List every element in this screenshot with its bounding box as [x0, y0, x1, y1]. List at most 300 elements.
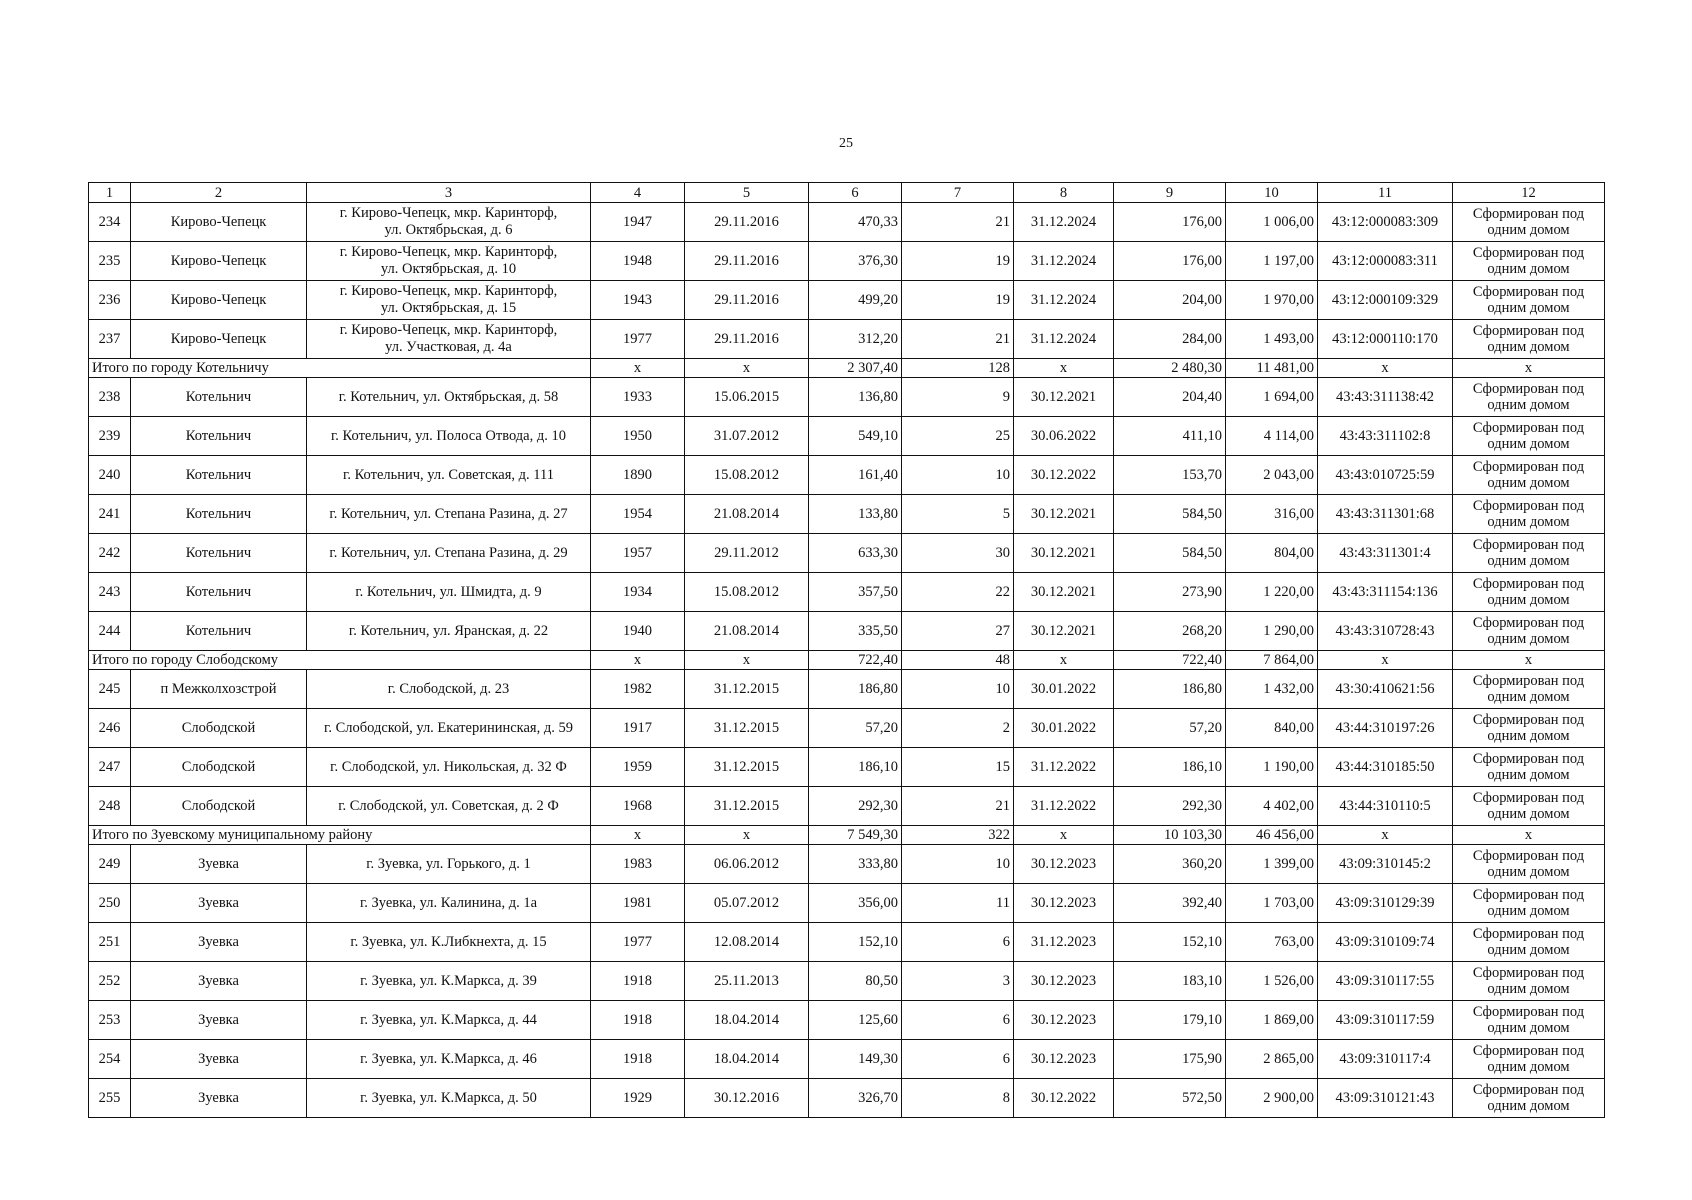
status-line: Сформирован под	[1472, 1004, 1585, 1020]
area2-cell: 2 480,30	[1114, 359, 1226, 378]
status-line: Сформирован под	[1472, 381, 1585, 397]
locality-cell: Котельнич	[131, 378, 307, 417]
deadline-cell: 30.12.2022	[1014, 1079, 1114, 1118]
area2-cell: 57,20	[1114, 709, 1226, 748]
status-line: одним домом	[1487, 903, 1570, 919]
persons-cell: 19	[902, 242, 1014, 281]
status-cell	[1453, 612, 1605, 651]
address-line: г. Котельнич, ул. Яранская, д. 22	[348, 623, 549, 639]
table-row	[89, 884, 1605, 923]
housing-registry-table	[88, 182, 1605, 1118]
area-cell: 333,80	[809, 845, 902, 884]
table-row	[89, 456, 1605, 495]
status-cell	[1453, 242, 1605, 281]
area2-cell: 722,40	[1114, 651, 1226, 670]
year-cell: 1947	[591, 203, 685, 242]
area2-cell: 273,90	[1114, 573, 1226, 612]
status-cell	[1453, 787, 1605, 826]
address-cell	[307, 670, 591, 709]
table-row	[89, 281, 1605, 320]
locality-cell: Зуевка	[131, 1040, 307, 1079]
table-row	[89, 612, 1605, 651]
table-body	[89, 203, 1605, 1118]
address-cell	[307, 495, 591, 534]
land-area-cell: 4 402,00	[1226, 787, 1318, 826]
row-number-cell: 254	[89, 1040, 131, 1079]
land-area-cell: 1 970,00	[1226, 281, 1318, 320]
deadline-cell: x	[1014, 651, 1114, 670]
land-area-cell: 804,00	[1226, 534, 1318, 573]
area2-cell: 584,50	[1114, 495, 1226, 534]
deadline-cell: 30.12.2023	[1014, 1001, 1114, 1040]
date-cell: 31.12.2015	[685, 787, 809, 826]
status-line: одним домом	[1487, 592, 1570, 608]
address-cell	[307, 281, 591, 320]
area-cell: 133,80	[809, 495, 902, 534]
area2-cell: 204,00	[1114, 281, 1226, 320]
persons-cell: 6	[902, 923, 1014, 962]
date-cell: 12.08.2014	[685, 923, 809, 962]
area2-cell: 152,10	[1114, 923, 1226, 962]
cadastre-cell: 43:12:000109:329	[1318, 281, 1453, 320]
persons-cell: 10	[902, 670, 1014, 709]
area2-cell: 179,10	[1114, 1001, 1226, 1040]
date-cell: 29.11.2016	[685, 320, 809, 359]
date-cell: 05.07.2012	[685, 884, 809, 923]
column-number-header: 6	[809, 183, 902, 203]
cadastre-cell: 43:09:310117:59	[1318, 1001, 1453, 1040]
land-area-cell: 1 197,00	[1226, 242, 1318, 281]
date-cell: 06.06.2012	[685, 845, 809, 884]
year-cell: 1954	[591, 495, 685, 534]
address-line: г. Котельнич, ул. Октябрьская, д. 58	[338, 389, 559, 405]
year-cell: x	[591, 359, 685, 378]
date-cell: 18.04.2014	[685, 1040, 809, 1079]
column-number-header: 3	[307, 183, 591, 203]
persons-cell: 15	[902, 748, 1014, 787]
address-cell	[307, 203, 591, 242]
table-row	[89, 670, 1605, 709]
row-number-cell: 237	[89, 320, 131, 359]
deadline-cell: 30.12.2021	[1014, 612, 1114, 651]
persons-cell: 48	[902, 651, 1014, 670]
land-area-cell: 2 043,00	[1226, 456, 1318, 495]
table-row	[89, 378, 1605, 417]
status-cell	[1453, 495, 1605, 534]
locality-cell: Котельнич	[131, 495, 307, 534]
status-cell	[1453, 203, 1605, 242]
area2-cell: 360,20	[1114, 845, 1226, 884]
status-cell	[1453, 1079, 1605, 1118]
status-line: одним домом	[1487, 981, 1570, 997]
area-cell: 499,20	[809, 281, 902, 320]
year-cell: 1929	[591, 1079, 685, 1118]
cadastre-cell: 43:09:310109:74	[1318, 923, 1453, 962]
cadastre-cell: 43:44:310110:5	[1318, 787, 1453, 826]
deadline-cell: 30.12.2023	[1014, 962, 1114, 1001]
year-cell: x	[591, 651, 685, 670]
area2-cell: 176,00	[1114, 203, 1226, 242]
status-cell	[1453, 320, 1605, 359]
area-cell: 722,40	[809, 651, 902, 670]
row-number-cell: 238	[89, 378, 131, 417]
area2-cell: 572,50	[1114, 1079, 1226, 1118]
area-cell: 357,50	[809, 573, 902, 612]
subtotal-row	[89, 359, 1605, 378]
land-area-cell: 1 869,00	[1226, 1001, 1318, 1040]
address-line: г. Кирово-Чепецк, мкр. Каринторф,	[339, 244, 558, 260]
address-line: г. Зуевка, ул. К.Маркса, д. 46	[360, 1051, 537, 1067]
table-row	[89, 242, 1605, 281]
column-number-header: 9	[1114, 183, 1226, 203]
land-area-cell: 1 220,00	[1226, 573, 1318, 612]
area-cell: 161,40	[809, 456, 902, 495]
area-cell: 80,50	[809, 962, 902, 1001]
land-area-cell: 316,00	[1226, 495, 1318, 534]
cadastre-cell: 43:09:310145:2	[1318, 845, 1453, 884]
persons-cell: 10	[902, 845, 1014, 884]
status-cell	[1453, 884, 1605, 923]
deadline-cell: 30.01.2022	[1014, 670, 1114, 709]
status-line: Сформирован под	[1472, 887, 1585, 903]
area-cell: 136,80	[809, 378, 902, 417]
row-number-cell: 236	[89, 281, 131, 320]
year-cell: 1918	[591, 1001, 685, 1040]
status-line: Сформирован под	[1472, 323, 1585, 339]
status-line: одним домом	[1487, 1098, 1570, 1114]
table-row	[89, 573, 1605, 612]
year-cell: 1934	[591, 573, 685, 612]
address-line: г. Слободской, ул. Советская, д. 2 Ф	[338, 798, 559, 814]
address-cell	[307, 748, 591, 787]
area-cell: 152,10	[809, 923, 902, 962]
status-cell	[1453, 962, 1605, 1001]
locality-cell: Зуевка	[131, 962, 307, 1001]
status-line: одним домом	[1487, 436, 1570, 452]
status-line: одним домом	[1487, 261, 1570, 277]
table-row	[89, 1079, 1605, 1118]
status-line: одним домом	[1487, 689, 1570, 705]
address-line: г. Зуевка, ул. К.Маркса, д. 50	[360, 1090, 537, 1106]
land-area-cell: 2 865,00	[1226, 1040, 1318, 1079]
table-row	[89, 320, 1605, 359]
status-line: Сформирован под	[1472, 498, 1585, 514]
deadline-cell: 30.01.2022	[1014, 709, 1114, 748]
cadastre-cell: 43:43:311138:42	[1318, 378, 1453, 417]
status-line: Сформирован под	[1472, 1043, 1585, 1059]
cadastre-cell: 43:09:310117:4	[1318, 1040, 1453, 1079]
status-line: Сформирован под	[1472, 712, 1585, 728]
address-cell	[307, 923, 591, 962]
status-line: одним домом	[1487, 864, 1570, 880]
deadline-cell: x	[1014, 826, 1114, 845]
land-area-cell: 763,00	[1226, 923, 1318, 962]
table-row	[89, 203, 1605, 242]
status-line: одним домом	[1487, 222, 1570, 238]
status-line: Сформирован под	[1472, 615, 1585, 631]
year-cell: 1950	[591, 417, 685, 456]
area2-cell: 10 103,30	[1114, 826, 1226, 845]
status-cell	[1453, 845, 1605, 884]
address-line: г. Зуевка, ул. К.Маркса, д. 39	[360, 973, 537, 989]
status-line: одним домом	[1487, 1020, 1570, 1036]
date-cell: x	[685, 359, 809, 378]
row-number-cell: 242	[89, 534, 131, 573]
area-cell: 292,30	[809, 787, 902, 826]
deadline-cell: 30.12.2023	[1014, 1040, 1114, 1079]
status-cell: x	[1453, 651, 1605, 670]
address-line: г. Котельнич, ул. Степана Разина, д. 29	[329, 545, 568, 561]
land-area-cell: 46 456,00	[1226, 826, 1318, 845]
deadline-cell: 30.12.2021	[1014, 534, 1114, 573]
persons-cell: 9	[902, 378, 1014, 417]
deadline-cell: 30.12.2023	[1014, 884, 1114, 923]
deadline-cell: 30.12.2021	[1014, 573, 1114, 612]
row-number-cell: 243	[89, 573, 131, 612]
status-cell	[1453, 1040, 1605, 1079]
locality-cell: Кирово-Чепецк	[131, 320, 307, 359]
address-cell	[307, 884, 591, 923]
deadline-cell: 31.12.2024	[1014, 281, 1114, 320]
persons-cell: 8	[902, 1079, 1014, 1118]
row-number-cell: 239	[89, 417, 131, 456]
persons-cell: 2	[902, 709, 1014, 748]
persons-cell: 21	[902, 787, 1014, 826]
cadastre-cell: 43:43:010725:59	[1318, 456, 1453, 495]
address-line: г. Слободской, д. 23	[387, 681, 510, 697]
column-number-header: 11	[1318, 183, 1453, 203]
status-cell	[1453, 709, 1605, 748]
status-line: одним домом	[1487, 728, 1570, 744]
status-line: Сформирован под	[1472, 284, 1585, 300]
address-line: ул. Октябрьская, д. 10	[380, 261, 517, 277]
area2-cell: 176,00	[1114, 242, 1226, 281]
cadastre-cell: 43:43:311102:8	[1318, 417, 1453, 456]
address-line: г. Зуевка, ул. Калинина, д. 1а	[359, 895, 538, 911]
address-cell	[307, 320, 591, 359]
area2-cell: 268,20	[1114, 612, 1226, 651]
cadastre-cell: 43:12:000083:311	[1318, 242, 1453, 281]
date-cell: x	[685, 826, 809, 845]
deadline-cell: 31.12.2024	[1014, 320, 1114, 359]
column-number-header: 4	[591, 183, 685, 203]
land-area-cell: 1 190,00	[1226, 748, 1318, 787]
date-cell: 21.08.2014	[685, 495, 809, 534]
row-number-cell: 252	[89, 962, 131, 1001]
date-cell: 15.08.2012	[685, 573, 809, 612]
area2-cell: 186,10	[1114, 748, 1226, 787]
status-cell	[1453, 1001, 1605, 1040]
table-row	[89, 748, 1605, 787]
address-line: г. Зуевка, ул. К.Либкнехта, д. 15	[350, 934, 547, 950]
area2-cell: 175,90	[1114, 1040, 1226, 1079]
address-cell	[307, 378, 591, 417]
area-cell: 470,33	[809, 203, 902, 242]
land-area-cell: 840,00	[1226, 709, 1318, 748]
area-cell: 186,80	[809, 670, 902, 709]
year-cell: 1917	[591, 709, 685, 748]
deadline-cell: 31.12.2022	[1014, 748, 1114, 787]
status-cell	[1453, 417, 1605, 456]
area-cell: 326,70	[809, 1079, 902, 1118]
column-number-header: 10	[1226, 183, 1318, 203]
locality-cell: Котельнич	[131, 612, 307, 651]
locality-cell: Зуевка	[131, 845, 307, 884]
status-line: одним домом	[1487, 514, 1570, 530]
date-cell: 29.11.2016	[685, 203, 809, 242]
table-row	[89, 1001, 1605, 1040]
row-number-cell: 240	[89, 456, 131, 495]
address-cell	[307, 709, 591, 748]
area2-cell: 292,30	[1114, 787, 1226, 826]
column-number-header: 12	[1453, 183, 1605, 203]
persons-cell: 5	[902, 495, 1014, 534]
persons-cell: 21	[902, 203, 1014, 242]
row-number-cell: 235	[89, 242, 131, 281]
status-line: Сформирован под	[1472, 965, 1585, 981]
status-line: одним домом	[1487, 475, 1570, 491]
area2-cell: 186,80	[1114, 670, 1226, 709]
locality-cell: Котельнич	[131, 534, 307, 573]
column-number-header: 5	[685, 183, 809, 203]
year-cell: 1918	[591, 962, 685, 1001]
address-line: г. Зуевка, ул. К.Маркса, д. 44	[360, 1012, 537, 1028]
year-cell: 1983	[591, 845, 685, 884]
year-cell: 1968	[591, 787, 685, 826]
address-cell	[307, 242, 591, 281]
land-area-cell: 1 399,00	[1226, 845, 1318, 884]
address-cell	[307, 787, 591, 826]
land-area-cell: 1 703,00	[1226, 884, 1318, 923]
year-cell: x	[591, 826, 685, 845]
area-cell: 7 549,30	[809, 826, 902, 845]
status-line: одним домом	[1487, 300, 1570, 316]
table-row	[89, 845, 1605, 884]
address-cell	[307, 456, 591, 495]
year-cell: 1943	[591, 281, 685, 320]
status-line: Сформирован под	[1472, 537, 1585, 553]
status-cell	[1453, 534, 1605, 573]
persons-cell: 3	[902, 962, 1014, 1001]
status-line: одним домом	[1487, 631, 1570, 647]
area2-cell: 411,10	[1114, 417, 1226, 456]
subtotal-row	[89, 826, 1605, 845]
cadastre-cell: 43:43:311154:136	[1318, 573, 1453, 612]
area2-cell: 183,10	[1114, 962, 1226, 1001]
date-cell: 31.12.2015	[685, 709, 809, 748]
date-cell: 31.12.2015	[685, 748, 809, 787]
address-line: г. Слободской, ул. Екатерининская, д. 59	[324, 720, 573, 736]
locality-cell: Слободской	[131, 748, 307, 787]
row-number-cell: 250	[89, 884, 131, 923]
address-cell	[307, 845, 591, 884]
area-cell: 633,30	[809, 534, 902, 573]
persons-cell: 6	[902, 1040, 1014, 1079]
persons-cell: 27	[902, 612, 1014, 651]
deadline-cell: 30.12.2022	[1014, 456, 1114, 495]
cadastre-cell: x	[1318, 359, 1453, 378]
status-cell	[1453, 670, 1605, 709]
deadline-cell: 30.12.2021	[1014, 378, 1114, 417]
cadastre-cell: 43:43:311301:4	[1318, 534, 1453, 573]
area2-cell: 204,40	[1114, 378, 1226, 417]
cadastre-cell: 43:09:310129:39	[1318, 884, 1453, 923]
address-line: г. Кирово-Чепецк, мкр. Каринторф,	[339, 283, 558, 299]
address-line: г. Котельнич, ул. Полоса Отвода, д. 10	[331, 428, 566, 444]
address-line: г. Кирово-Чепецк, мкр. Каринторф,	[339, 205, 558, 221]
address-cell	[307, 573, 591, 612]
persons-cell: 30	[902, 534, 1014, 573]
locality-cell: Зуевка	[131, 884, 307, 923]
status-cell	[1453, 923, 1605, 962]
cadastre-cell: 43:30:410621:56	[1318, 670, 1453, 709]
status-line: одним домом	[1487, 397, 1570, 413]
status-line: Сформирован под	[1472, 751, 1585, 767]
persons-cell: 6	[902, 1001, 1014, 1040]
status-cell	[1453, 456, 1605, 495]
row-number-cell: 255	[89, 1079, 131, 1118]
status-line: одним домом	[1487, 942, 1570, 958]
row-number-cell: 234	[89, 203, 131, 242]
status-line: Сформирован под	[1472, 1082, 1585, 1098]
address-cell	[307, 1040, 591, 1079]
date-cell: 15.08.2012	[685, 456, 809, 495]
persons-cell: 21	[902, 320, 1014, 359]
deadline-cell: 31.12.2024	[1014, 203, 1114, 242]
status-line: Сформирован под	[1472, 459, 1585, 475]
status-line: Сформирован под	[1472, 790, 1585, 806]
locality-cell: Кирово-Чепецк	[131, 281, 307, 320]
status-line: Сформирован под	[1472, 245, 1585, 261]
persons-cell: 11	[902, 884, 1014, 923]
locality-cell: Слободской	[131, 787, 307, 826]
status-line: одним домом	[1487, 1059, 1570, 1075]
land-area-cell: 1 694,00	[1226, 378, 1318, 417]
persons-cell: 19	[902, 281, 1014, 320]
area-cell: 57,20	[809, 709, 902, 748]
row-number-cell: 249	[89, 845, 131, 884]
area-cell: 549,10	[809, 417, 902, 456]
date-cell: 25.11.2013	[685, 962, 809, 1001]
cadastre-cell: 43:09:310121:43	[1318, 1079, 1453, 1118]
table-row	[89, 417, 1605, 456]
address-cell	[307, 1079, 591, 1118]
row-number-cell: 253	[89, 1001, 131, 1040]
land-area-cell: 1 493,00	[1226, 320, 1318, 359]
status-line: Сформирован под	[1472, 673, 1585, 689]
table-row	[89, 534, 1605, 573]
persons-cell: 10	[902, 456, 1014, 495]
address-line: г. Слободской, ул. Никольская, д. 32 Ф	[330, 759, 567, 775]
year-cell: 1933	[591, 378, 685, 417]
address-line: г. Котельнич, ул. Советская, д. 111	[343, 467, 554, 483]
row-number-cell: 244	[89, 612, 131, 651]
column-number-header: 8	[1014, 183, 1114, 203]
subtotal-label: Итого по городу Котельничу	[89, 359, 591, 378]
date-cell: x	[685, 651, 809, 670]
land-area-cell: 1 526,00	[1226, 962, 1318, 1001]
status-line: одним домом	[1487, 767, 1570, 783]
row-number-cell: 248	[89, 787, 131, 826]
row-number-cell: 241	[89, 495, 131, 534]
status-line: Сформирован под	[1472, 848, 1585, 864]
area-cell: 2 307,40	[809, 359, 902, 378]
persons-cell: 22	[902, 573, 1014, 612]
subtotal-label: Итого по Зуевскому муниципальному району	[89, 826, 591, 845]
year-cell: 1977	[591, 923, 685, 962]
column-number-header: 7	[902, 183, 1014, 203]
area2-cell: 392,40	[1114, 884, 1226, 923]
